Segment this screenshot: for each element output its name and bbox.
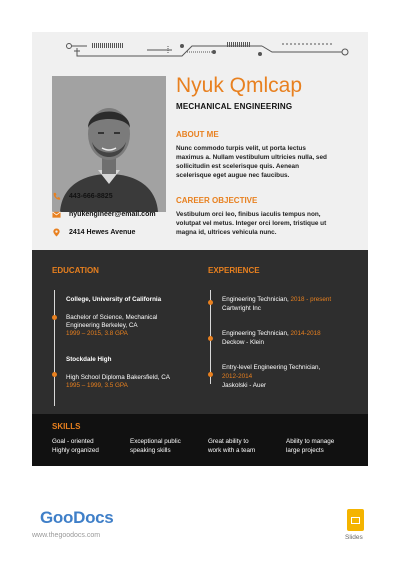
skill-line: Goal - oriented (52, 438, 94, 445)
about-line: Nunc commodo turpis velit, ut porta lectus (176, 145, 306, 152)
mail-icon (52, 210, 61, 219)
candidate-name: Nyuk Qmlcap (176, 74, 303, 97)
education-degree: Engineering Berkeley, CA (66, 322, 138, 329)
skill-line: speaking skills (130, 446, 171, 454)
education-degree: Bachelor of Science, Mechanical (66, 314, 158, 321)
education-heading: EDUCATION (52, 266, 99, 275)
resume-sheet (32, 32, 368, 466)
circuit-decoration (32, 32, 368, 68)
experience-role-title: Entry-level Engineering Technician, (222, 364, 321, 371)
contact-email (52, 210, 156, 219)
experience-dates: 2014-2018 (290, 330, 321, 337)
skill-item (52, 438, 122, 455)
email-text: nyukengineer@email.com (69, 211, 156, 218)
experience-dates: 2018 - present (290, 296, 332, 303)
contact-phone (52, 192, 113, 201)
skill-line: work with a team (208, 446, 256, 454)
experience-company: Cartwright Inc (222, 305, 261, 312)
objective-heading: CAREER OBJECTIVE (176, 196, 258, 205)
experience-role (222, 330, 321, 339)
about-line: maximus a. Nullam vestibulum ultricies nulla, sed (176, 154, 327, 161)
experience-company: Jaskolski - Auer (222, 382, 267, 389)
phone-icon (52, 192, 61, 201)
timeline-dot (52, 372, 57, 377)
skills-heading: SKILLS (52, 422, 81, 431)
goodocs-logo[interactable]: GooDocs (40, 508, 114, 527)
skill-item (286, 438, 356, 455)
about-line: scelerisque eget augue nec faucibus. (176, 172, 290, 179)
about-text (176, 144, 366, 180)
education-dates: 1995 – 1999, 3.5 GPA (66, 382, 128, 389)
objective-text (176, 210, 366, 237)
education-degree: High School Diploma Bakersfield, CA (66, 374, 170, 381)
objective-line: magna id, ultrices vehicula nunc. (176, 229, 277, 236)
skill-line: Highly organized (52, 446, 99, 454)
education-school: Stockdale High (66, 356, 112, 363)
skill-line: Exceptional public (130, 438, 181, 445)
candidate-title: MECHANICAL ENGINEERING (176, 102, 293, 111)
experience-role-title: Engineering Technician, (222, 296, 289, 303)
about-heading: ABOUT ME (176, 130, 219, 139)
education-timeline-line (54, 290, 55, 406)
experience-dates: 2012-2014 (222, 373, 253, 380)
address-text: 2414 Hewes Avenue (69, 229, 136, 236)
timeline-dot (52, 315, 57, 320)
timeline-dot (208, 300, 213, 305)
contact-address (52, 228, 135, 237)
phone-text: 443-666-8825 (69, 193, 113, 200)
about-line: sollicitudin est scelerisque quis. Aenean (176, 163, 299, 170)
experience-heading: EXPERIENCE (208, 266, 260, 275)
skill-item (130, 438, 200, 455)
goodocs-url[interactable]: www.thegoodocs.com (32, 532, 101, 539)
education-school: College, University of California (66, 296, 162, 303)
education-dates: 1999 – 2015, 3.8 GPA (66, 330, 128, 337)
objective-line: volutpat vel metus. Integer orci lorem, tristique ut (176, 220, 327, 227)
slides-label: Slides (345, 534, 363, 541)
experience-role (222, 296, 331, 305)
experience-company: Deckow - Klein (222, 339, 264, 346)
experience-role-title: Engineering Technician, (222, 330, 289, 337)
objective-line: Vestibulum orci leo, finibus iaculis tempus non, (176, 211, 321, 218)
skill-item (208, 438, 278, 455)
timeline-dot (208, 372, 213, 377)
skill-line: Ability to manage (286, 438, 335, 445)
timeline-dot (208, 336, 213, 341)
google-slides-icon (347, 509, 364, 531)
skill-line: large projects (286, 446, 324, 454)
location-pin-icon (52, 228, 61, 237)
skill-line: Great ability to (208, 438, 249, 445)
